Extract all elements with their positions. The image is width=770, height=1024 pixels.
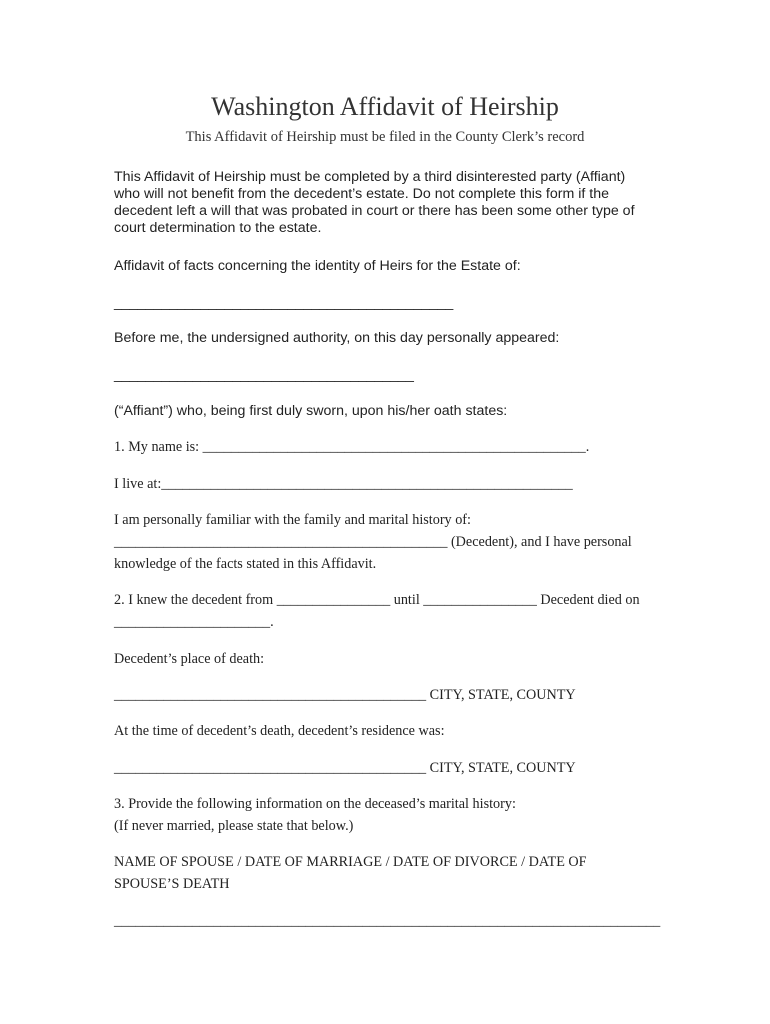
spouse-info-blank[interactable]: _____________________________________________________________________________ [114, 913, 661, 929]
appeared-statement: Before me, the undersigned authority, on this day personally appeared: [114, 330, 560, 346]
item3-line-1: 3. Provide the following information on the deceased’s marital history: [114, 796, 516, 812]
document-title: Washington Affidavit of Heirship [211, 92, 559, 121]
item1-name-line[interactable]: 1. My name is: ______________________________________________________. [114, 439, 590, 455]
intro-line-4: court determination to the estate. [114, 220, 322, 236]
familiar-line-3: knowledge of the facts stated in this Affidavit. [114, 556, 377, 572]
item2-line-2[interactable]: ______________________. [114, 614, 274, 630]
familiar-line-2[interactable]: _______________________________________________ (Decedent), and I have personal [114, 534, 632, 550]
estate-name-blank[interactable]: ___________________________________________ [114, 295, 454, 311]
affiant-name-blank[interactable]: ______________________________________ [114, 367, 414, 383]
item2-line-1[interactable]: 2. I knew the decedent from ________________ until ________________ Decedent died on [114, 592, 640, 608]
intro-line-3: decedent left a will that was probated in court or there has been some other type of [114, 203, 635, 219]
familiar-line-1: I am personally familiar with the family and marital history of: [114, 512, 471, 528]
spouse-header-line-2: SPOUSE’S DEATH [114, 876, 230, 892]
place-of-death-label: Decedent’s place of death: [114, 651, 265, 667]
item3-line-2: (If never married, please state that below.) [114, 818, 354, 834]
intro-line-1: This Affidavit of Heirship must be completed by a third disinterested party (Affiant) [114, 169, 626, 185]
intro-line-2: who will not benefit from the decedent’s estate. Do not complete this form if the [114, 186, 609, 202]
document-subtitle: This Affidavit of Heirship must be filed in the County Clerk’s record [185, 129, 585, 145]
affiant-statement: (“Affiant”) who, being first duly sworn, upon his/her oath states: [114, 403, 508, 419]
residence-line[interactable]: ____________________________________________ CITY, STATE, COUNTY [114, 760, 576, 776]
spouse-header-line-1: NAME OF SPOUSE / DATE OF MARRIAGE / DATE OF DIVORCE / DATE OF [114, 854, 587, 870]
estate-statement: Affidavit of facts concerning the identity of Heirs for the Estate of: [114, 258, 521, 274]
place-of-death-line[interactable]: ____________________________________________ CITY, STATE, COUNTY [114, 687, 576, 703]
item1-address-line[interactable]: I live at:__________________________________________________________ [114, 476, 573, 492]
residence-label: At the time of decedent’s death, decedent’s residence was: [114, 723, 445, 739]
